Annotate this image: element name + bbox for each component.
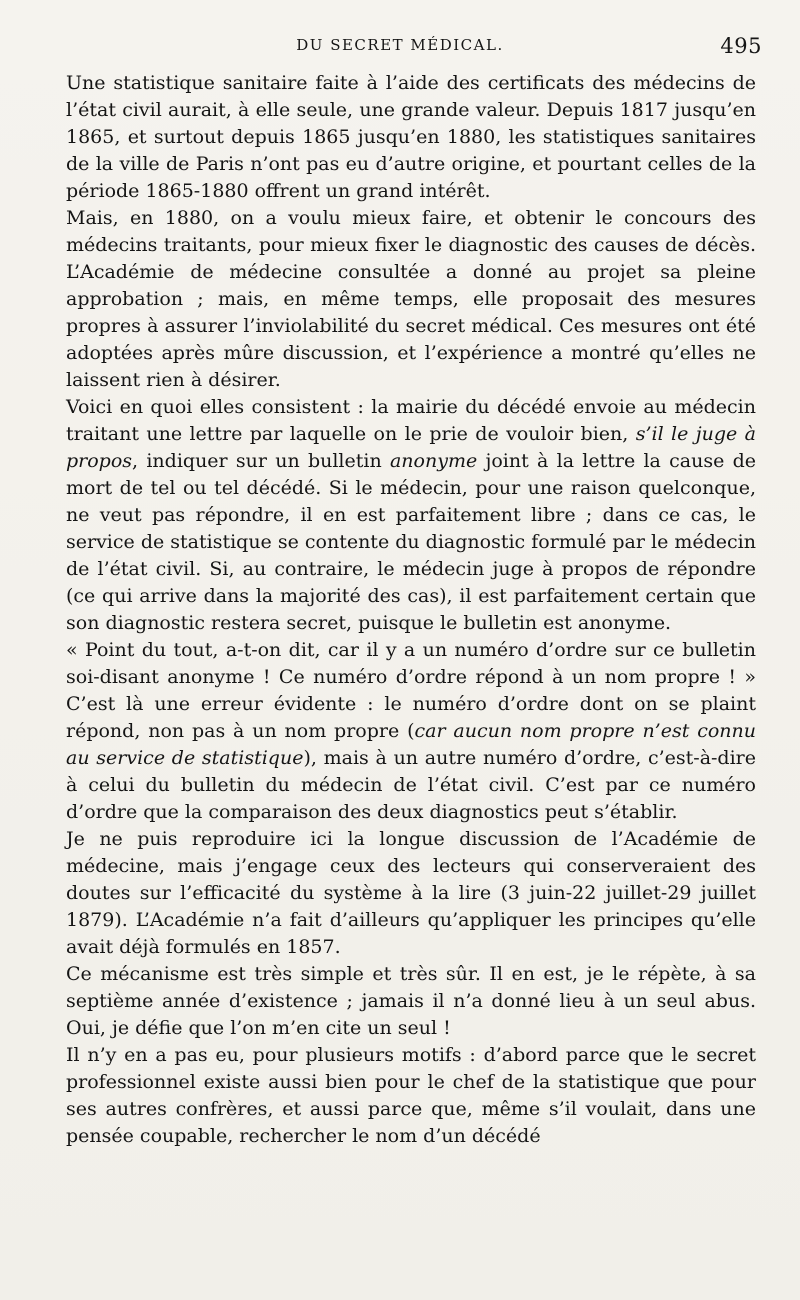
paragraph-5: Je ne puis reproduire ici la longue discussion de l’Académie de médecine, mais j’engage ceux des lecteurs qui conserveraient des doutes sur l’efficacité du système à la lire (3 juin-22 juillet-29 juillet 1879). L’Académie n’a fait d’ailleurs qu’appliquer les principes qu’elle avait déjà formulés en 1857. (66, 828, 756, 958)
p3-italic-anonyme: anonyme (389, 450, 478, 472)
p4-text-c: ), mais à un autre numéro d’ordre, c’est-à-dire à celui du bulletin du médecin de l’état civil. C’est par ce numéro d’ordre que la comparaison des deux diagnostics peut s’établir. (66, 747, 757, 823)
p3-text-c: , indiquer sur un bulletin (132, 450, 390, 472)
paragraph-4 (66, 637, 756, 826)
paragraph-1: Une statistique sanitaire faite à l’aide des certificats des médecins de l’état civil aurait, à elle seule, une grande valeur. Depuis 1817 jusqu’en 1865, et surtout depuis 1865 jusqu’en 1880, les statistiques sanitaires de la ville de Paris n’ont pas eu d’autre origine, et pourtant celles de la période 1865-1880 offrent un grand intérêt. (66, 72, 756, 202)
running-title: DU SECRET MÉDICAL. (296, 36, 504, 54)
p3-text-a: Voici en quoi elles consistent : la mairie du décédé envoie au médecin traitant une lettre par laquelle on le prie de vouloir bien, (66, 396, 756, 445)
paragraph-7: Il n’y en a pas eu, pour plusieurs motifs : d’abord parce que le secret professionnel existe aussi bien pour le chef de la statistique que pour ses autres confrères, et aussi parce que, même s’il voulait, dans une pensée coupable, rechercher le nom d’un décédé (66, 1044, 756, 1147)
paragraph-3 (66, 394, 756, 637)
running-head (0, 34, 800, 60)
paragraph-6: Ce mécanisme est très simple et très sûr. Il en est, je le répète, à sa septième année d’existence ; jamais il n’a donné lieu à un seul abus. Oui, je défie que l’on m’en cite un seul ! (66, 963, 756, 1039)
p3-italic-phrase: s’il le juge à propos (66, 423, 756, 472)
p4-text-a: « Point du tout, a-t-on dit, car il y a un numéro d’ordre sur ce bulletin soi-disant anonyme ! Ce numéro d’ordre répond à un nom propre ! » C’est là une erreur évidente : le numéro d’ordre dont on se plaint répond, non pas à un nom propre ( (66, 639, 756, 742)
paragraph-2: Mais, en 1880, on a voulu mieux faire, et obtenir le concours des médecins traitants, pour mieux fixer le diagnostic des causes de décès. L’Académie de médecine consultée a donné au projet sa pleine approbation ; mais, en même temps, elle proposait des mesures propres à assurer l’inviolabilité du secret médical. Ces mesures ont été adoptées après mûre discussion, et l’expérience a montré qu’elles ne laissent rien à désirer. (66, 207, 756, 391)
body-text (66, 70, 756, 1150)
p3-text-e: joint à la lettre la cause de mort de tel ou tel décédé. Si le médecin, pour une raison quelconque, ne veut pas répondre, il en est parfaitement libre ; dans ce cas, le service de statistique se contente du diagnostic formulé par le médecin de l’état civil. Si, au contraire, le médecin juge à propos de répondre (ce qui arrive dans la majorité des cas), il est parfaitement certain que son diagnostic restera secret, puisque le bulletin est anonyme. (66, 450, 756, 634)
page-number: 495 (720, 34, 762, 58)
p4-italic-phrase: car aucun nom propre n’est connu au service de statistique (66, 720, 756, 769)
